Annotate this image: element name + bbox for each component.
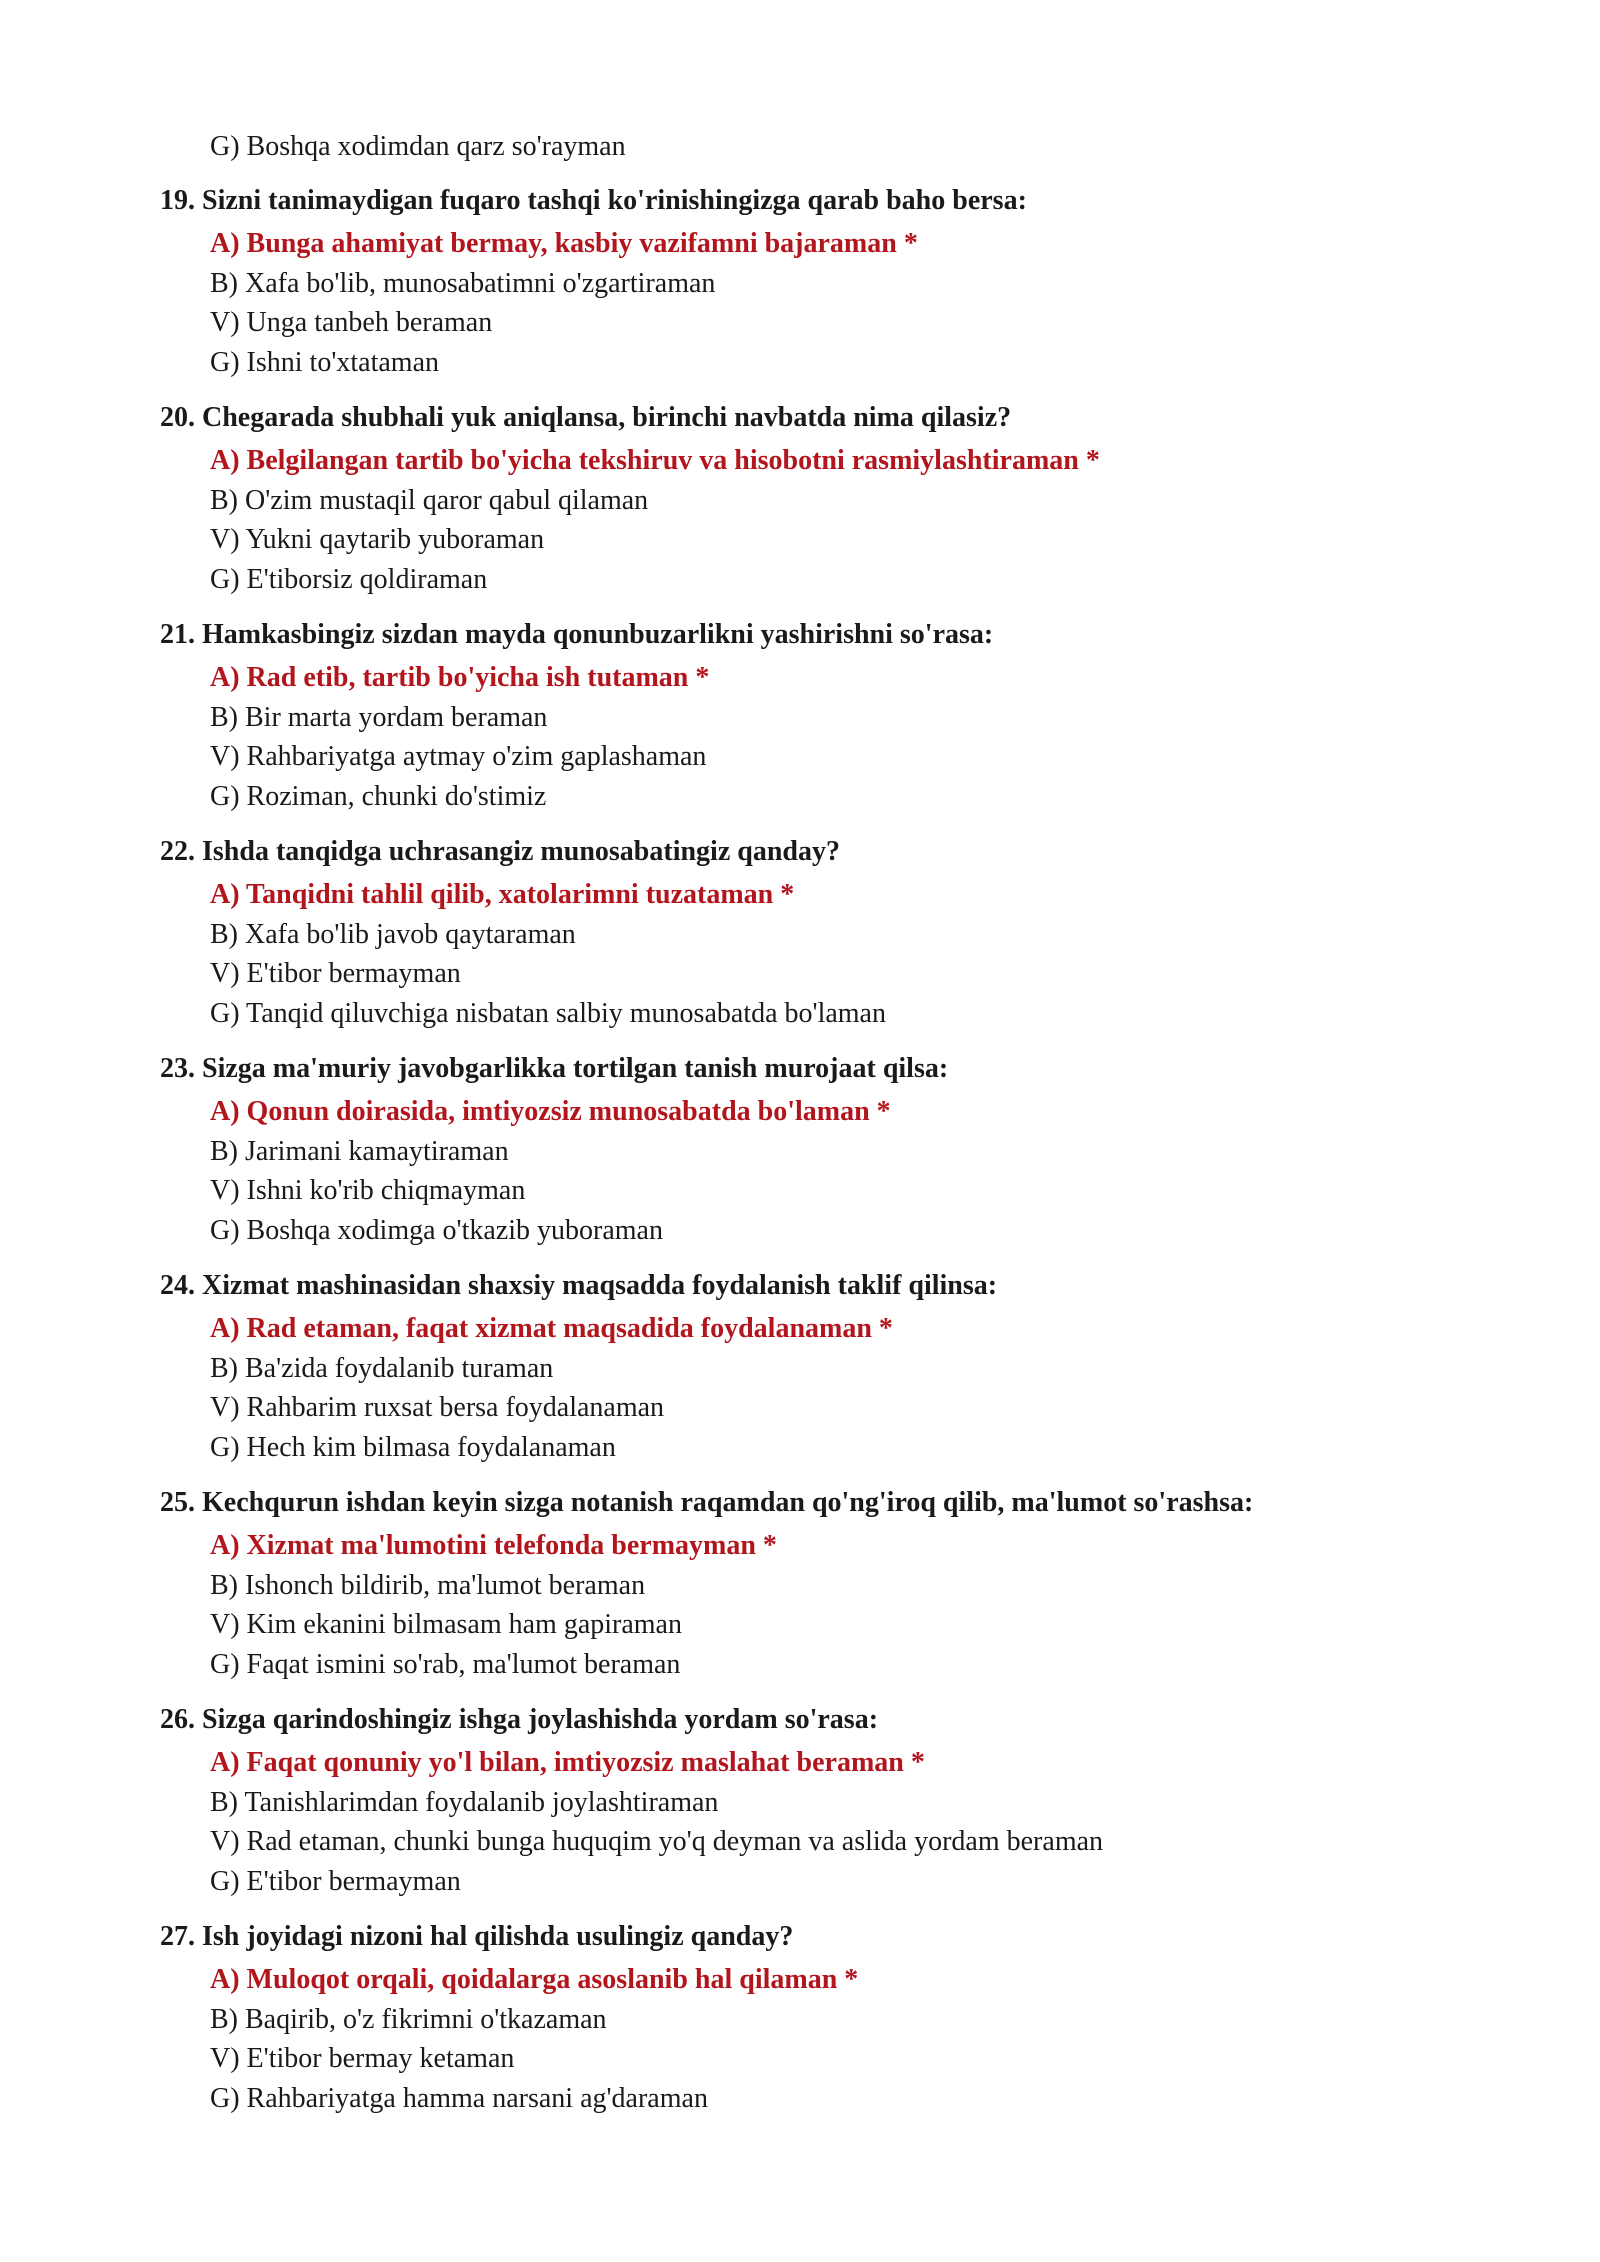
question-title: 26. Sizga qarindoshingiz ishga joylashishda yordam so'rasa: xyxy=(160,1704,879,1735)
answer-option: G) Tanqid qiluvchiga nisbatan salbiy munosabatda bo'laman xyxy=(210,997,886,1029)
answer-option: G) Roziman, chunki do'stimiz xyxy=(210,780,547,812)
answer-option: V) Rahbariyatga aytmay o'zim gaplashaman xyxy=(210,741,707,772)
question-title: 24. Xizmat mashinasidan shaxsiy maqsadda foydalanish taklif qilinsa: xyxy=(160,1270,998,1301)
answer-option: V) Rad etaman, chunki bunga huquqim yo'q deyman va aslida yordam beraman xyxy=(210,1826,1104,1857)
answer-option: G) E'tiborsiz qoldiraman xyxy=(210,563,488,595)
question-25 xyxy=(160,1483,1460,1684)
answer-option: G) Ishni to'xtataman xyxy=(210,346,439,378)
answer-option: V) Yukni qaytarib yuboraman xyxy=(210,524,545,555)
correct-answer: A) Xizmat ma'lumotini telefonda bermayman * xyxy=(210,1530,777,1561)
answer-option: V) Ishni ko'rib chiqmayman xyxy=(210,1175,526,1206)
correct-answer: A) Muloqot orqali, qoidalarga asoslanib hal qilaman * xyxy=(210,1964,859,1995)
answer-option: V) E'tibor bermayman xyxy=(210,958,461,989)
correct-answer: A) Rad etaman, faqat xizmat maqsadida foydalanaman * xyxy=(210,1313,893,1344)
answer-option: B) Ishonch bildirib, ma'lumot beraman xyxy=(210,1569,646,1601)
correct-answer: A) Tanqidni tahlil qilib, xatolarimni tuzataman * xyxy=(210,879,795,910)
answer-option: G) Hech kim bilmasa foydalanaman xyxy=(210,1431,616,1463)
question-title: 21. Hamkasbingiz sizdan mayda qonunbuzarlikni yashirishni so'rasa: xyxy=(160,619,994,650)
answer-option: G) Faqat ismini so'rab, ma'lumot beraman xyxy=(210,1648,681,1680)
question-title: 22. Ishda tanqidga uchrasangiz munosabatingiz qanday? xyxy=(160,836,840,867)
question-20 xyxy=(160,398,1460,599)
answer-option: B) O'zim mustaqil qaror qabul qilaman xyxy=(210,484,649,516)
question-title: 27. Ish joyidagi nizoni hal qilishda usulingiz qanday? xyxy=(160,1921,794,1952)
quiz-content xyxy=(160,127,1460,2134)
answer-option: V) Rahbarim ruxsat bersa foydalanaman xyxy=(210,1392,665,1423)
correct-answer: A) Qonun doirasida, imtiyozsiz munosabatda bo'laman * xyxy=(210,1096,891,1127)
answer-option: V) E'tibor bermay ketaman xyxy=(210,2043,515,2074)
question-21 xyxy=(160,615,1460,816)
answer-option: B) Bir marta yordam beraman xyxy=(210,701,548,733)
answer-option: B) Jarimani kamaytiraman xyxy=(210,1135,509,1167)
question-24 xyxy=(160,1266,1460,1467)
answer-option: B) Xafa bo'lib, munosabatimni o'zgartiraman xyxy=(210,267,716,299)
answer-option: G) E'tibor bermayman xyxy=(210,1865,461,1897)
answer-option: V) Unga tanbeh beraman xyxy=(210,307,493,338)
question-22 xyxy=(160,832,1460,1033)
correct-answer: A) Belgilangan tartib bo'yicha tekshiruv va hisobotni rasmiylashtiraman * xyxy=(210,445,1100,476)
correct-answer: A) Bunga ahamiyat bermay, kasbiy vazifamni bajaraman * xyxy=(210,228,918,259)
question-23 xyxy=(160,1049,1460,1250)
continued-option: G) Boshqa xodimdan qarz so'rayman xyxy=(210,131,626,162)
answer-option: G) Rahbariyatga hamma narsani ag'daraman xyxy=(210,2082,708,2114)
question-27 xyxy=(160,1917,1460,2118)
answer-option: B) Ba'zida foydalanib turaman xyxy=(210,1352,554,1384)
question-title: 23. Sizga ma'muriy javobgarlikka tortilgan tanish murojaat qilsa: xyxy=(160,1053,949,1084)
answer-option: B) Tanishlarimdan foydalanib joylashtiraman xyxy=(210,1786,719,1818)
answer-option: B) Baqirib, o'z fikrimni o'tkazaman xyxy=(210,2003,607,2035)
question-26 xyxy=(160,1700,1460,1901)
question-title: 25. Kechqurun ishdan keyin sizga notanish raqamdan qo'ng'iroq qilib, ma'lumot so'rashsa: xyxy=(160,1487,1254,1518)
question-title: 20. Chegarada shubhali yuk aniqlansa, birinchi navbatda nima qilasiz? xyxy=(160,402,1012,433)
question-19 xyxy=(160,181,1460,382)
answer-option: G) Boshqa xodimga o'tkazib yuboraman xyxy=(210,1214,663,1246)
correct-answer: A) Faqat qonuniy yo'l bilan, imtiyozsiz maslahat beraman * xyxy=(210,1747,925,1778)
answer-option: V) Kim ekanini bilmasam ham gapiraman xyxy=(210,1609,682,1640)
answer-option: B) Xafa bo'lib javob qaytaraman xyxy=(210,918,576,950)
correct-answer: A) Rad etib, tartib bo'yicha ish tutaman * xyxy=(210,662,710,693)
question-title: 19. Sizni tanimaydigan fuqaro tashqi ko'rinishingizga qarab baho bersa: xyxy=(160,185,1027,216)
